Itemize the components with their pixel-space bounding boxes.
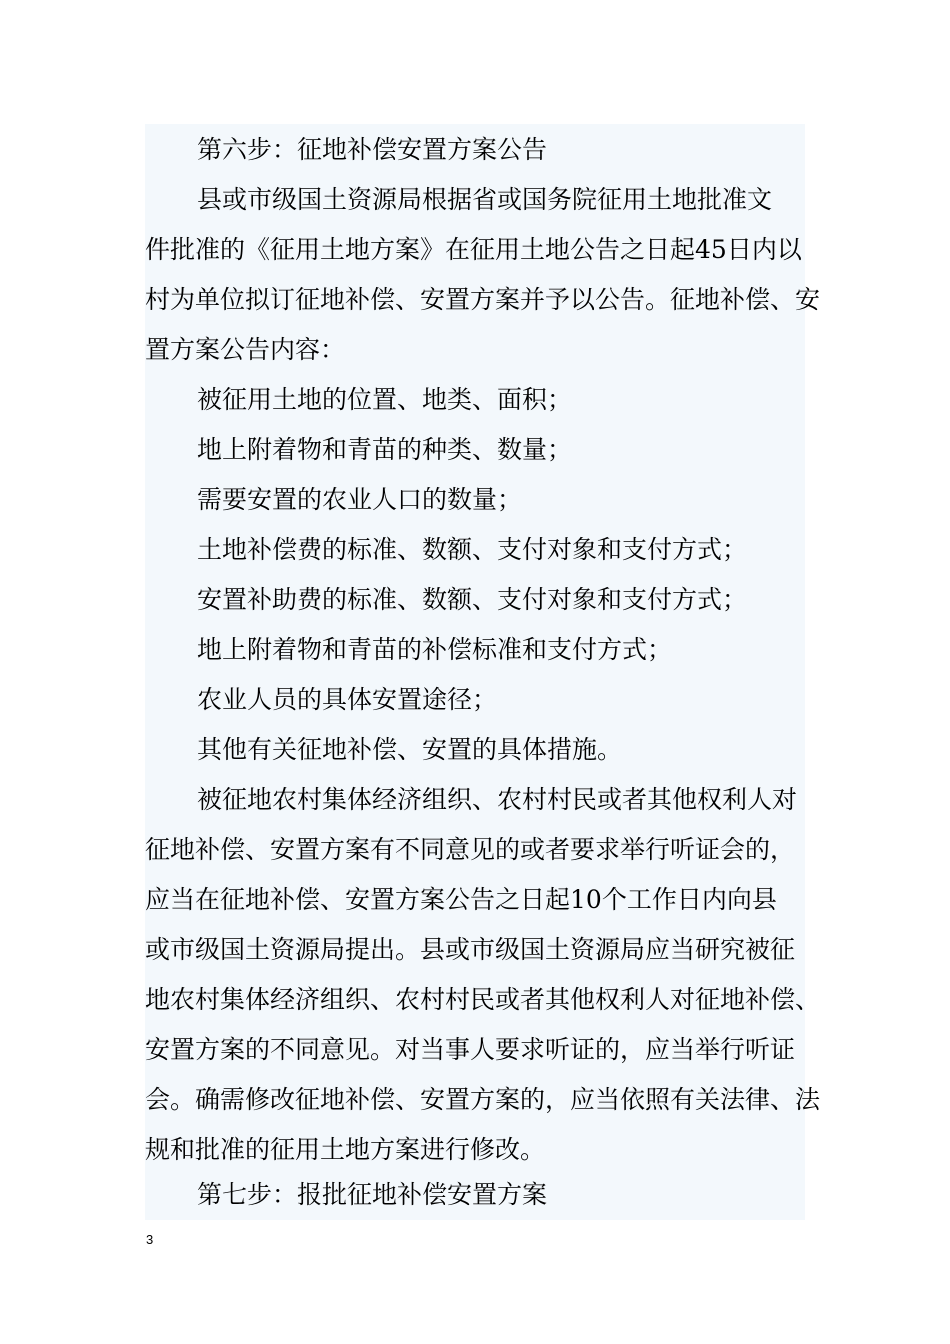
paragraph-line: 会。确需修改征地补偿、安置方案的，应当依照有关法律、法 (145, 1085, 821, 1114)
list-item: 土地补偿费的标准、数额、支付对象和支付方式； (197, 535, 748, 564)
page-number: 3 (146, 1232, 154, 1247)
paragraph-line: 应当在征地补偿、安置方案公告之日起10个工作日内向县 (145, 885, 777, 914)
paragraph-line: 征地补偿、安置方案有不同意见的或者要求举行听证会的， (145, 835, 796, 864)
paragraph-line: 件批准的《征用土地方案》在征用土地公告之日起45日内以 (145, 235, 802, 264)
list-item: 农业人员的具体安置途径； (197, 685, 498, 714)
list-item: 安置补助费的标准、数额、支付对象和支付方式； (197, 585, 748, 614)
document-text-block (145, 124, 821, 1220)
list-item: 地上附着物和青苗的补偿标准和支付方式； (197, 635, 673, 664)
step-six-heading: 第六步：征地补偿安置方案公告 (197, 135, 548, 164)
paragraph-line: 村为单位拟订征地补偿、安置方案并予以公告。征地补偿、安 (145, 285, 821, 314)
paragraph-line: 置方案公告内容： (145, 335, 346, 364)
list-item: 需要安置的农业人口的数量； (197, 485, 523, 514)
paragraph-line: 规和批准的征用土地方案进行修改。 (145, 1135, 546, 1164)
list-item: 被征用土地的位置、地类、面积； (197, 385, 573, 414)
paragraph-line: 安置方案的不同意见。对当事人要求听证的，应当举行听证 (145, 1035, 796, 1064)
paragraph-line: 被征地农村集体经济组织、农村村民或者其他权利人对 (197, 785, 798, 814)
step-seven-heading: 第七步：报批征地补偿安置方案 (197, 1180, 548, 1209)
paragraph-line: 地农村集体经济组织、农村村民或者其他权利人对征地补偿、 (145, 985, 821, 1014)
paragraph-line: 县或市级国土资源局根据省或国务院征用土地批准文 (197, 185, 773, 214)
list-item: 地上附着物和青苗的种类、数量； (197, 435, 573, 464)
paragraph-line: 或市级国土资源局提出。县或市级国土资源局应当研究被征 (145, 935, 796, 964)
list-item: 其他有关征地补偿、安置的具体措施。 (197, 735, 623, 764)
